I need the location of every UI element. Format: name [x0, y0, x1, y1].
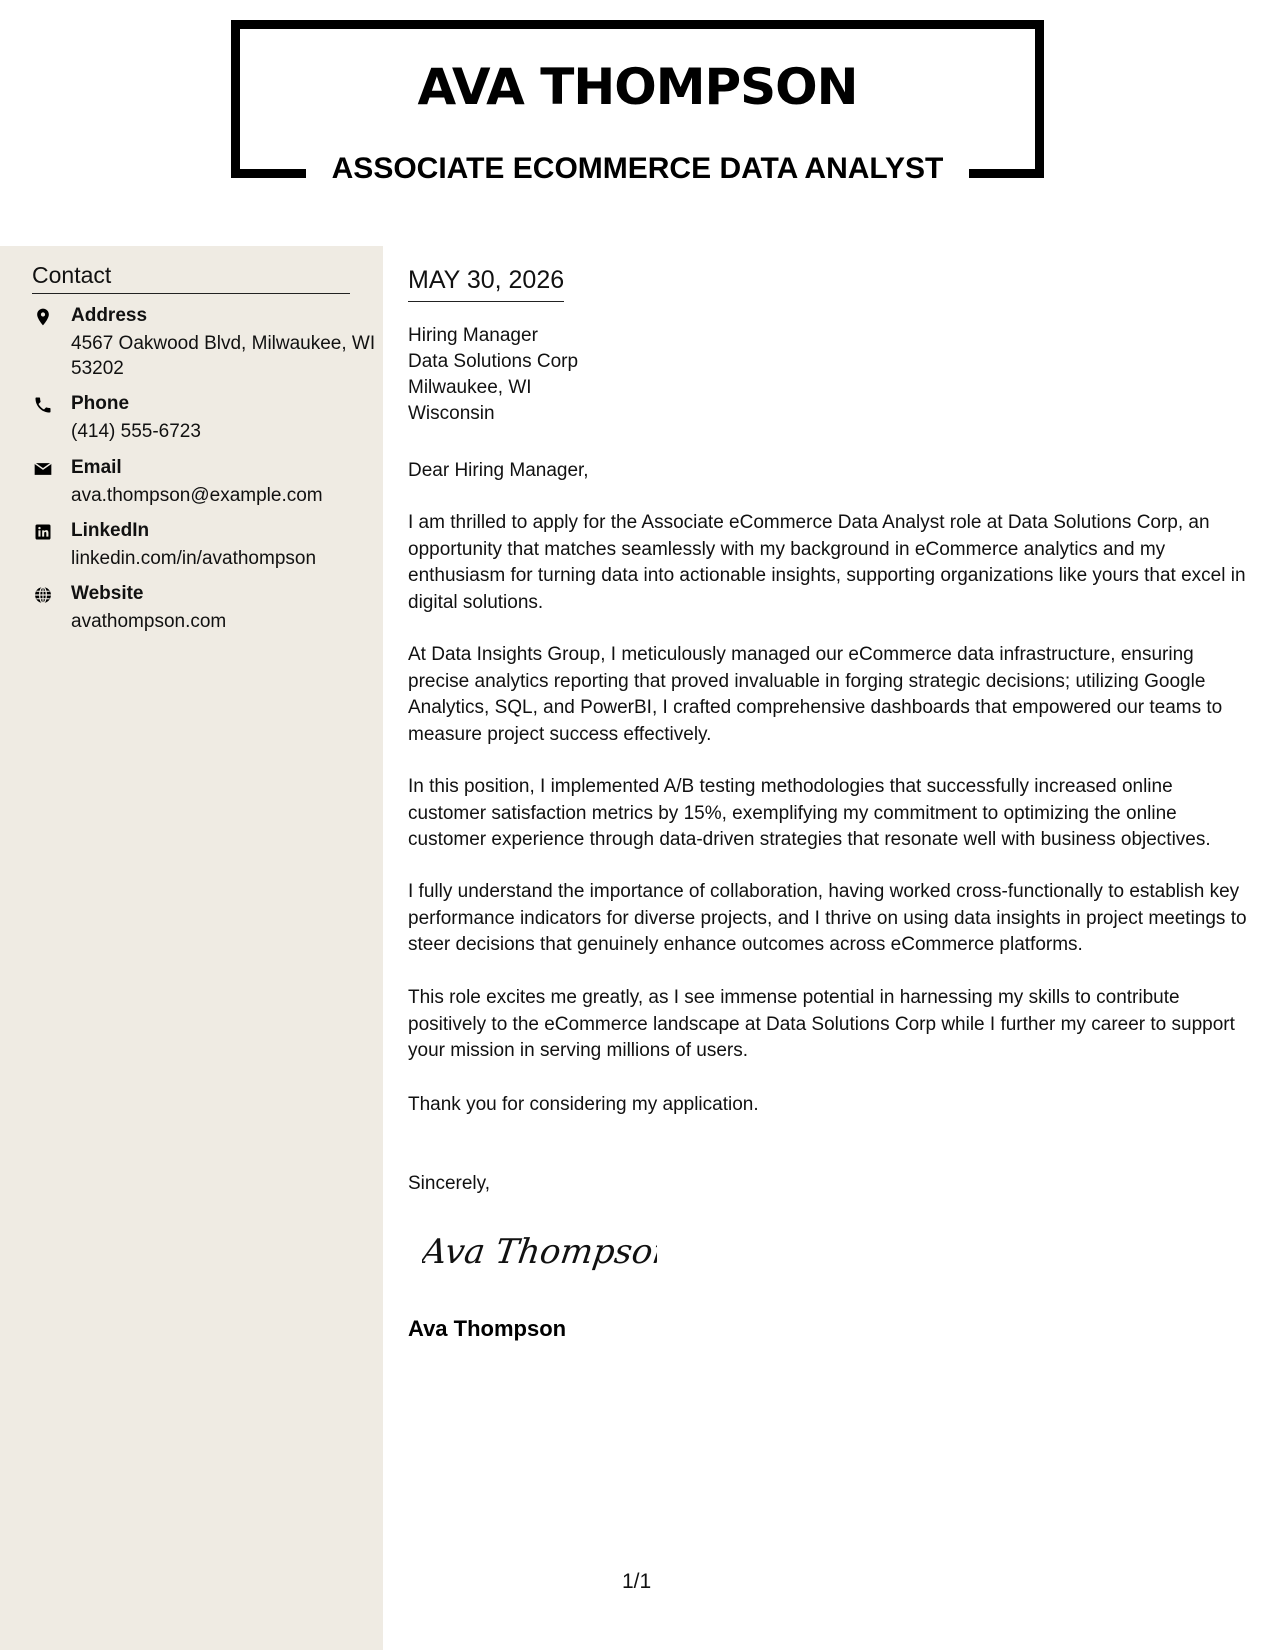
contact-value: 4567 Oakwood Blvd, Milwaukee, WI 53202 — [71, 333, 376, 379]
frame-bottom-left-bar — [231, 169, 306, 178]
contact-label: Website — [71, 583, 144, 604]
contact-label: Phone — [71, 393, 130, 414]
signature-glyphs: Ava Thompson — [422, 1232, 657, 1272]
handwritten-signature — [422, 1225, 657, 1275]
map-pin-icon — [32, 306, 54, 328]
sign-off: Sincerely, — [408, 1173, 491, 1194]
envelope-icon — [32, 458, 54, 480]
letter-paragraph: At Data Insights Group, I meticulously managed our eCommerce data infrastructure, ensuring precise analytics reporting that proved invaluable in forging strategic decisions; utilizing Google Analytics, SQL, and PowerBI, I crafted comprehensive dashboards that empowered our teams to measure project success effectively. — [408, 644, 1223, 745]
letter-paragraph: This role excites me greatly, as I see immense potential in harnessing my skills to contribute positively to the eCommerce landscape at Data Solutions Corp while I further my career to support your mission in serving millions of users. — [408, 987, 1235, 1061]
letter-paragraph: I am thrilled to apply for the Associate eCommerce Data Analyst role at Data Solutions Corp, an opportunity that matches seamlessly with my background in eCommerce analytics and my enthusiasm for turning data into actionable insights, supporting organizations like yours that excel in digital solutions. — [408, 512, 1246, 613]
phone-icon — [32, 394, 54, 416]
recipient-block — [408, 323, 578, 427]
contact-heading: Contact — [32, 262, 350, 294]
letter-date: MAY 30, 2026 — [408, 266, 564, 302]
recipient-line: Hiring Manager — [408, 325, 538, 346]
contact-value: ava.thompson@example.com — [71, 485, 323, 506]
globe-icon — [32, 584, 54, 606]
closing-line: Thank you for considering my application. — [408, 1094, 759, 1115]
page-number: 1/1 — [622, 1570, 652, 1593]
contact-sidebar — [0, 246, 383, 1650]
applicant-name: AVA THOMPSON — [417, 58, 858, 116]
frame-bottom-right-bar — [969, 169, 1044, 178]
contact-value: (414) 555-6723 — [71, 421, 201, 442]
frame-top-bar — [231, 20, 1044, 29]
recipient-line: Wisconsin — [408, 403, 495, 424]
contact-label: Address — [71, 305, 148, 326]
contact-value: linkedin.com/in/avathompson — [71, 548, 317, 569]
recipient-line: Data Solutions Corp — [408, 351, 579, 372]
letter-paragraph: In this position, I implemented A/B testing methodologies that successfully increased online customer satisfaction metrics by 15%, exemplifying my commitment to optimizing the online customer experience through data-driven strategies that resonate well with business objectives. — [408, 776, 1211, 850]
greeting: Dear Hiring Manager, — [408, 460, 589, 481]
job-title: ASSOCIATE ECOMMERCE DATA ANALYST — [331, 152, 944, 185]
contact-label: Email — [71, 457, 122, 478]
contact-value: avathompson.com — [71, 611, 227, 632]
signer-name: Ava Thompson — [408, 1316, 567, 1341]
recipient-line: Milwaukee, WI — [408, 377, 532, 398]
letter-paragraph: I fully understand the importance of collaboration, having worked cross-functionally to establish key performance indicators for diverse projects, and I thrive on using data insights in project meetings to steer decisions that genuinely enhance outcomes across eCommerce platforms. — [408, 881, 1247, 955]
contact-label: LinkedIn — [71, 520, 150, 541]
linkedin-icon — [32, 521, 54, 543]
